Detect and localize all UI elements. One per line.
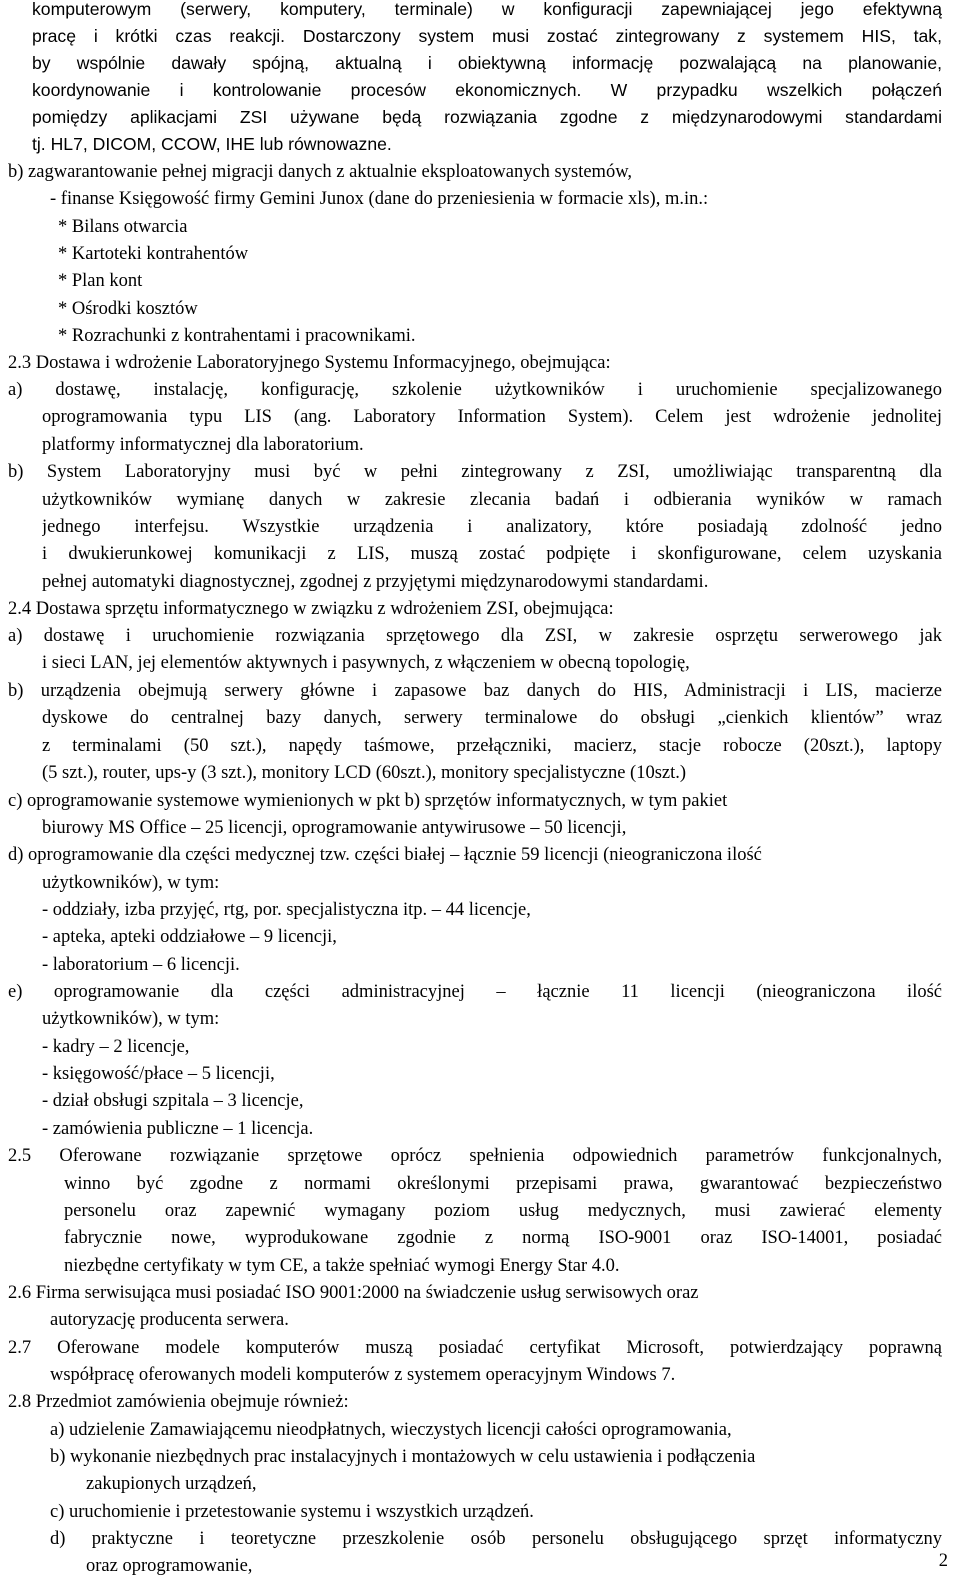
text-line: b) System Laboratoryjny musi być w pełni zintegrowany z ZSI, umożliwiając transparentną dla xyxy=(8,462,942,482)
text-line: koordynowanie i kontrolowanie procesów ekonomicznych. W przypadku wszelkich połączeń xyxy=(32,80,942,100)
text-line: a) dostawę i uruchomienie rozwiązania sprzętowego dla ZSI, w zakresie osprzętu serwerowego jak xyxy=(8,626,942,646)
text-line: z terminalami (50 szt.), napędy taśmowe, przełączniki, macierz, stacje robocze (20szt.), laptopy xyxy=(42,736,942,756)
text-line: biurowy MS Office – 25 licencji, oprogramowanie antywirusowe – 50 licencji, xyxy=(42,818,627,838)
text-line: d) oprogramowanie dla części medycznej tzw. części białej – łącznie 59 licencji (nieograniczona ilość xyxy=(8,845,762,865)
text-line: * Bilans otwarcia xyxy=(58,217,188,237)
text-line: autoryzację producenta serwera. xyxy=(50,1310,289,1330)
text-line: zakupionych urządzeń, xyxy=(86,1474,257,1494)
text-line: jednego interfejsu. Wszystkie urządzenia i analizatory, które posiadają zdolność jedno xyxy=(42,517,942,537)
text-line: a) udzielenie Zamawiającemu nieodpłatnych, wieczystych licencji całości oprogramowania, xyxy=(50,1420,732,1440)
text-line: - finanse Księgowość firmy Gemini Junox (dane do przeniesienia w formacie xls), m.in.: xyxy=(50,189,709,209)
text-line: c) oprogramowanie systemowe wymienionych w pkt b) sprzętów informatycznych, w tym pakiet xyxy=(8,791,728,811)
text-line: * Plan kont xyxy=(58,271,143,291)
text-line: * Ośrodki kosztów xyxy=(58,299,198,319)
text-line: (5 szt.), router, ups-y (3 szt.), monitory LCD (60szt.), monitory specjalistyczne (10szt.) xyxy=(42,763,687,783)
text-line: - księgowość/płace – 5 licencji, xyxy=(42,1064,275,1084)
text-line: użytkowników), w tym: xyxy=(42,1009,220,1029)
text-line: personelu oraz zapewnić wymagany poziom usług medycznych, musi zawierać elementy xyxy=(64,1201,942,1221)
text-line: winno być zgodne z normami określonymi przepisami prawa, gwarantować bezpieczeństwo xyxy=(64,1174,942,1194)
text-line: pracę i krótki czas reakcji. Dostarczony system musi zostać zintegrowany z systemem HIS, tak, xyxy=(32,26,942,46)
text-line: 2.4 Dostawa sprzętu informatycznego w związku z wdrożeniem ZSI, obejmująca: xyxy=(8,599,614,619)
text-line: - dział obsługi szpitala – 3 licencje, xyxy=(42,1091,304,1111)
text-line: - kadry – 2 licencje, xyxy=(42,1037,190,1057)
text-line: pełnej automatyki diagnostycznej, zgodnej z przyjętymi międzynarodowymi standardami. xyxy=(42,572,709,592)
text-line: komputerowym (serwery, komputery, terminale) w konfiguracji zapewniającej jego efektywną xyxy=(32,0,942,19)
text-line: - apteka, apteki oddziałowe – 9 licencji, xyxy=(42,927,337,947)
text-line: * Rozrachunki z kontrahentami i pracownikami. xyxy=(58,326,416,346)
text-line: użytkowników), w tym: xyxy=(42,873,220,893)
text-line: b) urządzenia obejmują serwery główne i zapasowe baz danych do HIS, Administracji i LIS, macierze xyxy=(8,681,942,701)
text-line: oprogramowania typu LIS (ang. Laboratory Information System). Celem jest wdrożenie jednolitej xyxy=(42,407,942,427)
text-line: a) dostawę, instalację, konfigurację, szkolenie użytkowników i uruchomienie specjalizowanego xyxy=(8,380,942,400)
text-line: d) praktyczne i teoretyczne przeszkolenie osób personelu obsługującego sprzęt informatyczny xyxy=(50,1529,942,1549)
text-line: oraz oprogramowanie, xyxy=(86,1556,253,1576)
text-line: * Kartoteki kontrahentów xyxy=(58,244,249,264)
text-line: 2.3 Dostawa i wdrożenie Laboratoryjnego Systemu Informacyjnego, obejmująca: xyxy=(8,353,611,373)
text-line: b) zagwarantowanie pełnej migracji danych z aktualnie eksploatowanych systemów, xyxy=(8,162,632,182)
text-line: i dwukierunkowej komunikacji z LIS, muszą zostać podpięte i skonfigurowane, celem uzyskania xyxy=(42,544,942,564)
text-line: tj. HL7, DICOM, CCOW, IHE lub równowazne. xyxy=(32,134,392,154)
text-line: by wspólnie dawały spójną, aktualną i obiektywną informację pozwalającą na planowanie, xyxy=(32,53,942,73)
text-line: fabrycznie nowe, wyprodukowane zgodnie z normą ISO-9001 oraz ISO-14001, posiadać xyxy=(64,1228,942,1248)
text-line: 2.6 Firma serwisująca musi posiadać ISO 9001:2000 na świadczenie usług serwisowych oraz xyxy=(8,1283,699,1303)
text-line: b) wykonanie niezbędnych prac instalacyjnych i montażowych w celu ustawienia i podłączenia xyxy=(50,1447,756,1467)
text-line: pomiędzy aplikacjami ZSI używane będą rozwiązania zgodne z międzynarodowymi standardami xyxy=(32,107,942,127)
text-line: niezbędne certyfikaty w tym CE, a także spełniać wymogi Energy Star 4.0. xyxy=(64,1256,620,1276)
text-line: - laboratorium – 6 licencji. xyxy=(42,955,240,975)
text-line: współpracę oferowanych modeli komputerów z systemem operacyjnym Windows 7. xyxy=(50,1365,676,1385)
text-line: 2.7 Oferowane modele komputerów muszą posiadać certyfikat Microsoft, potwierdzający poprawną xyxy=(8,1338,942,1358)
page-number: 2 xyxy=(938,1551,948,1571)
text-line: i sieci LAN, jej elementów aktywnych i pasywnych, z włączeniem w obecną topologię, xyxy=(42,653,690,673)
text-line: - zamówienia publiczne – 1 licencja. xyxy=(42,1119,314,1139)
text-line: dyskowe do centralnej bazy danych, serwery terminalowe do obsługi „cienkich klientów” wraz xyxy=(42,708,942,728)
text-line: platformy informatycznej dla laboratorium. xyxy=(42,435,364,455)
text-line: c) uruchomienie i przetestowanie systemu i wszystkich urządzeń. xyxy=(50,1502,534,1522)
text-line: e) oprogramowanie dla części administracyjnej – łącznie 11 licencji (nieograniczona ilość xyxy=(8,982,942,1002)
text-line: - oddziały, izba przyjęć, rtg, por. specjalistyczna itp. – 44 licencje, xyxy=(42,900,531,920)
text-line: użytkowników wymianę danych w zakresie zlecania badań i odbierania wyników w ramach xyxy=(42,490,942,510)
text-line: 2.5 Oferowane rozwiązanie sprzętowe oprócz spełnienia odpowiednich parametrów funkcjonalnych, xyxy=(8,1146,942,1166)
text-line: 2.8 Przedmiot zamówienia obejmuje również: xyxy=(8,1392,349,1412)
